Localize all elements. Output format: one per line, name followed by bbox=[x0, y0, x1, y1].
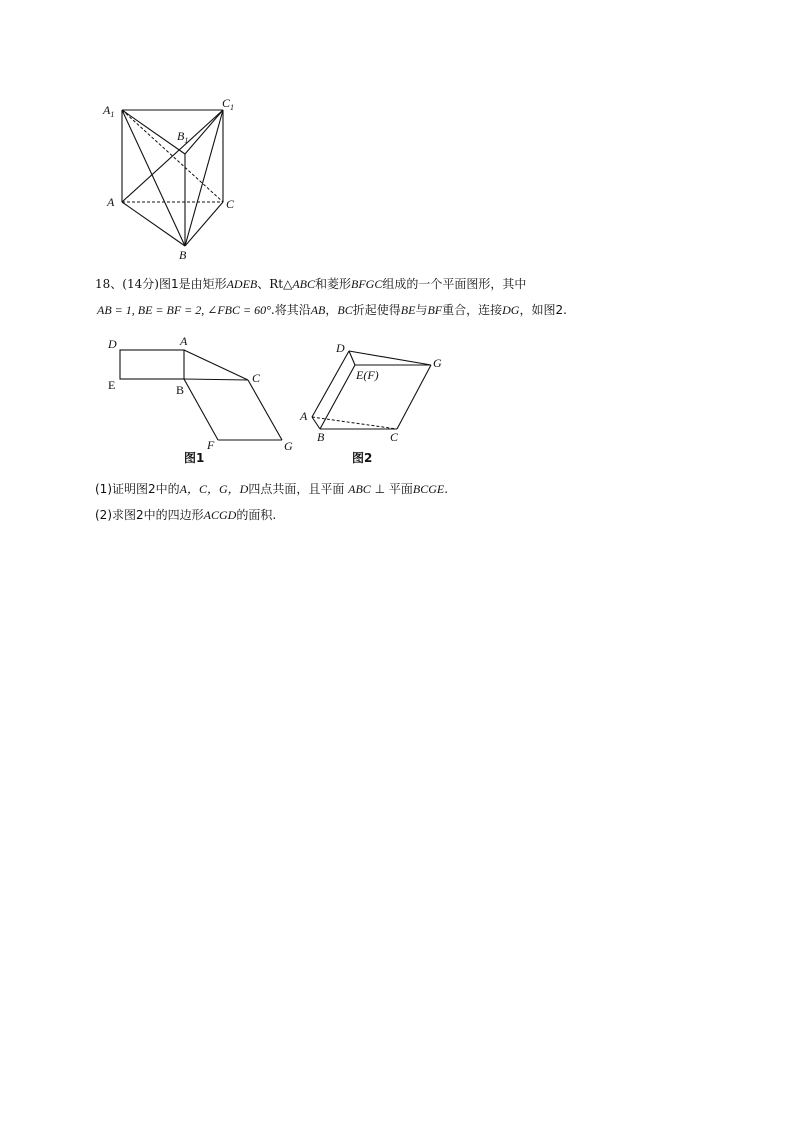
fig1-label-g: G bbox=[284, 439, 293, 453]
fig2-label-g: G bbox=[433, 356, 442, 370]
fig1-label-b: B bbox=[176, 383, 185, 397]
fig1-label-d: D bbox=[108, 337, 117, 351]
fig1-label-f: F bbox=[207, 438, 215, 452]
problem-number: 18 bbox=[95, 277, 111, 291]
fig2-label-c: C bbox=[390, 430, 399, 444]
label-c1: $C_1$ bbox=[222, 96, 235, 112]
question-2: (2)求图2中的四边形ACGD的面积. bbox=[95, 508, 277, 522]
label-a: A bbox=[107, 195, 115, 209]
fig2-label-ef: E(F) bbox=[356, 368, 379, 382]
fig2-label-b: B bbox=[317, 430, 325, 444]
fig2-label-d: D bbox=[336, 341, 345, 355]
label-c: C bbox=[226, 197, 235, 211]
fig1-label-a: A bbox=[180, 334, 188, 348]
fig2-label-a: A bbox=[300, 409, 308, 423]
fig2-caption: 图2 bbox=[352, 451, 373, 465]
figure-1 bbox=[100, 330, 310, 470]
figure-2 bbox=[295, 335, 455, 470]
fig1-label-e: E bbox=[108, 378, 116, 392]
question-1: (1)证明图2中的A，C，G，D四点共面，且平面 ABC ⊥ 平面BCGE. bbox=[95, 482, 449, 496]
label-b1: $B_1$ bbox=[177, 129, 189, 145]
fig1-label-c: C bbox=[252, 371, 261, 385]
prism-figure bbox=[95, 92, 255, 262]
label-a1: $A_1$ bbox=[103, 103, 115, 119]
problem-condition: AB = 1, BE = BF = 2, ∠FBC = 60° bbox=[97, 303, 271, 317]
problem-score: (14分) bbox=[122, 277, 159, 291]
label-b: B bbox=[179, 248, 187, 262]
problem-line-2: AB = 1, BE = BF = 2, ∠FBC = 60°.将其沿AB，BC折起使得BE与BF重合，连接DG，如图2. bbox=[97, 303, 567, 317]
problem-line-1: 18、(14分)图1是由矩形ADEB、Rt△ABC和菱形BFGC组成的一个平面图形，其中 bbox=[95, 277, 527, 291]
fig1-caption: 图1 bbox=[184, 451, 205, 465]
